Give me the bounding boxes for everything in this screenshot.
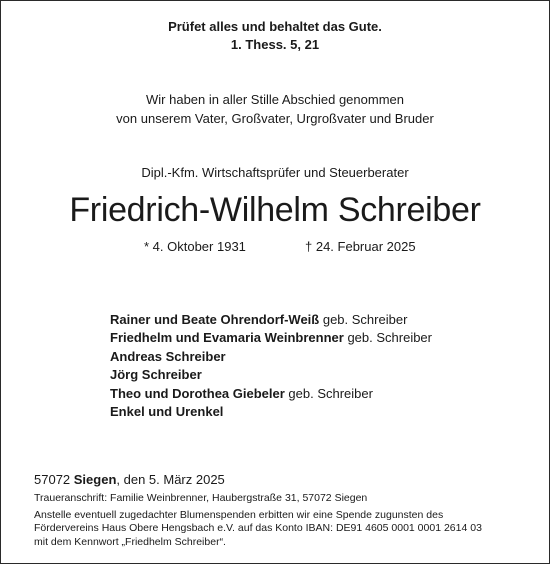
list-item [110,311,432,329]
date: , den 5. März 2025 [116,472,225,487]
mourner-name: Theo und Dorothea Giebeler [110,385,285,401]
city: Siegen [73,472,117,487]
deceased-name: Friedrich-Wilhelm Schreiber [69,191,481,229]
postcode: 57072 [34,472,74,487]
life-dates [1,239,549,257]
donation-line-2: Fördervereins Haus Obere Hengsbach e.V. auf das Konto IBAN: DE91 4605 0001 0001 2614 03 [34,522,482,535]
donation-note [34,509,529,549]
donation-line-1: Anstelle eventuell zugedachter Blumenspenden erbitten wir eine Spende zugunsten des [34,509,444,522]
verse-text: Prüfet alles und behaltet das Gute. [168,19,382,34]
mourner-name: Jörg Schreiber [110,367,202,383]
intro-text [1,90,549,128]
list-item [110,366,432,384]
intro-line-2: von unserem Vater, Großvater, Urgroßvater und Bruder [116,111,434,126]
bible-verse [1,18,549,54]
deceased-profession: Dipl.-Kfm. Wirtschaftsprüfer und Steuerberater [141,165,409,180]
birth-date: * 4. Oktober 1931 [144,239,246,254]
mourner-name: Rainer und Beate Ohrendorf-Weiß [110,312,320,327]
list-item [110,329,432,347]
verse-reference: 1. Thess. 5, 21 [230,37,320,52]
mourner-note: geb. Schreiber [284,385,373,401]
mourner-name: Friedhelm und Evamaria Weinbrenner [110,330,344,346]
list-item [110,403,432,421]
mourner-name: Enkel und Urenkel [110,404,224,420]
footer [34,472,529,549]
mourner-note: geb. Schreiber [343,330,432,346]
death-date: † 24. Februar 2025 [305,239,416,254]
place-and-date [34,472,529,488]
donation-line-3: mit dem Kennwort „Friedhelm Schreiber“. [34,535,226,548]
mourner-name: Andreas Schreiber [110,348,226,364]
mourner-note: geb. Schreiber [319,312,408,327]
list-item [110,348,432,366]
mourning-address: Traueranschrift: Familie Weinbrenner, Haubergstraße 31, 57072 Siegen [34,492,368,504]
list-item [110,385,432,403]
mourners-list [110,311,432,421]
intro-line-1: Wir haben in aller Stille Abschied genommen [146,92,404,107]
